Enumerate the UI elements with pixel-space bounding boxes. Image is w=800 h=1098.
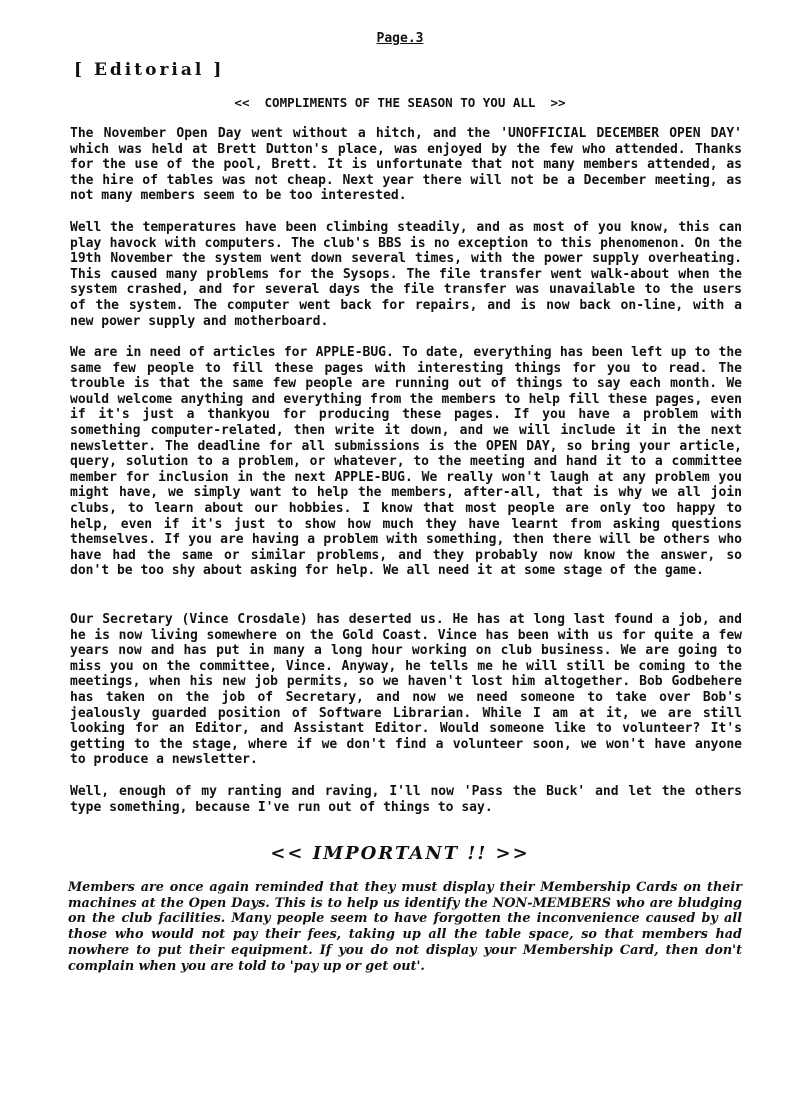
editorial-paragraph-bbs: Well the temperatures have been climbing steadily, and as most of you know, this can play havock with computers. The club's BBS is no exception to this phenomenon. On the 19th November the system went down several times, with the power supply overheating. This caused many problems for the Sysops. The file transfer went walk-about when the system crashed, and for several days the file transfer was unavailable to the users of the system. The computer went back for repairs, and is now back on-line, with a new power supply and motherboard. bbox=[70, 220, 742, 329]
important-heading: << IMPORTANT !! >> bbox=[270, 843, 530, 864]
editorial-paragraph-secretary: Our Secretary (Vince Crosdale) has deserted us. He has at long last found a job, and he is now living somewhere on the Gold Coast. Vince has been with us for quite a few years now and has put in many a long hour working on club business. We are going to miss you on the committee, Vince. Anyway, he tells me he will still be coming to the meetings, when his new job permits, so we haven't lost him altogether. Bob Godbehere has taken on the job of Secretary, and now we need someone to take over Bob's jealously guarded position of Software Librarian. While I am at it, we are still looking for an Editor, and Assistant Editor. Would someone like to volunteer? It's getting to the stage, where if we don't find a volunteer soon, we won't have anyone to produce a newsletter. bbox=[70, 612, 742, 768]
editorial-subtitle: << COMPLIMENTS OF THE SEASON TO YOU ALL >> bbox=[234, 95, 566, 110]
section-title: [ Editorial ] bbox=[74, 60, 225, 80]
editorial-paragraph-closing: Well, enough of my ranting and raving, I'll now 'Pass the Buck' and let the others type something, because I've run out of things to say. bbox=[70, 784, 742, 815]
important-notice-text: Members are once again reminded that they must display their Membership Cards on their machines at the Open Days. This is to help us identify the NON-MEMBERS who are bludging on the club facilities. Many people seem to have forgotten the inconvenience caused by all those who would not pay their fees, taking up all the table space, so that members had nowhere to put their equipment. If you do not display your Membership Card, then don't complain when you are told to 'pay up or get out'. bbox=[68, 880, 742, 974]
page-number: Page.3 bbox=[376, 31, 424, 46]
editorial-paragraph-articles: We are in need of articles for APPLE-BUG. To date, everything has been left up to the same few people to fill these pages with interesting things for you to read. The trouble is that the same few people are running out of things to say each month. We would welcome anything and everything from the members to help fill these pages, even if it's just a thankyou for producing these pages. If you have a problem with something computer-related, then write it down, and we will include it in the next newsletter. The deadline for all submissions is the OPEN DAY, so bring your article, query, solution to a problem, or whatever, to the meeting and hand it to a committee member for inclusion in the next APPLE-BUG. We really won't laugh at any problem you might have, we simply want to help the members, after-all, that is why we all join clubs, to learn about our hobbies. I know that most people are only too happy to help, even if it's just to show how much they have learnt from asking questions themselves. If you are having a problem with something, then there will be others who have had the same or similar problems, and they probably now know the answer, so don't be too shy about asking for help. We all need it at some stage of the game. bbox=[70, 345, 742, 579]
editorial-paragraph-open-day: The November Open Day went without a hitch, and the 'UNOFFICIAL DECEMBER OPEN DAY' which was held at Brett Dutton's place, was enjoyed by the few who attended. Thanks for the use of the pool, Brett. It is unfortunate that not many members attended, as the hire of tables was not cheap. Next year there will not be a December meeting, as not many members seem to be too interested. bbox=[70, 126, 742, 204]
